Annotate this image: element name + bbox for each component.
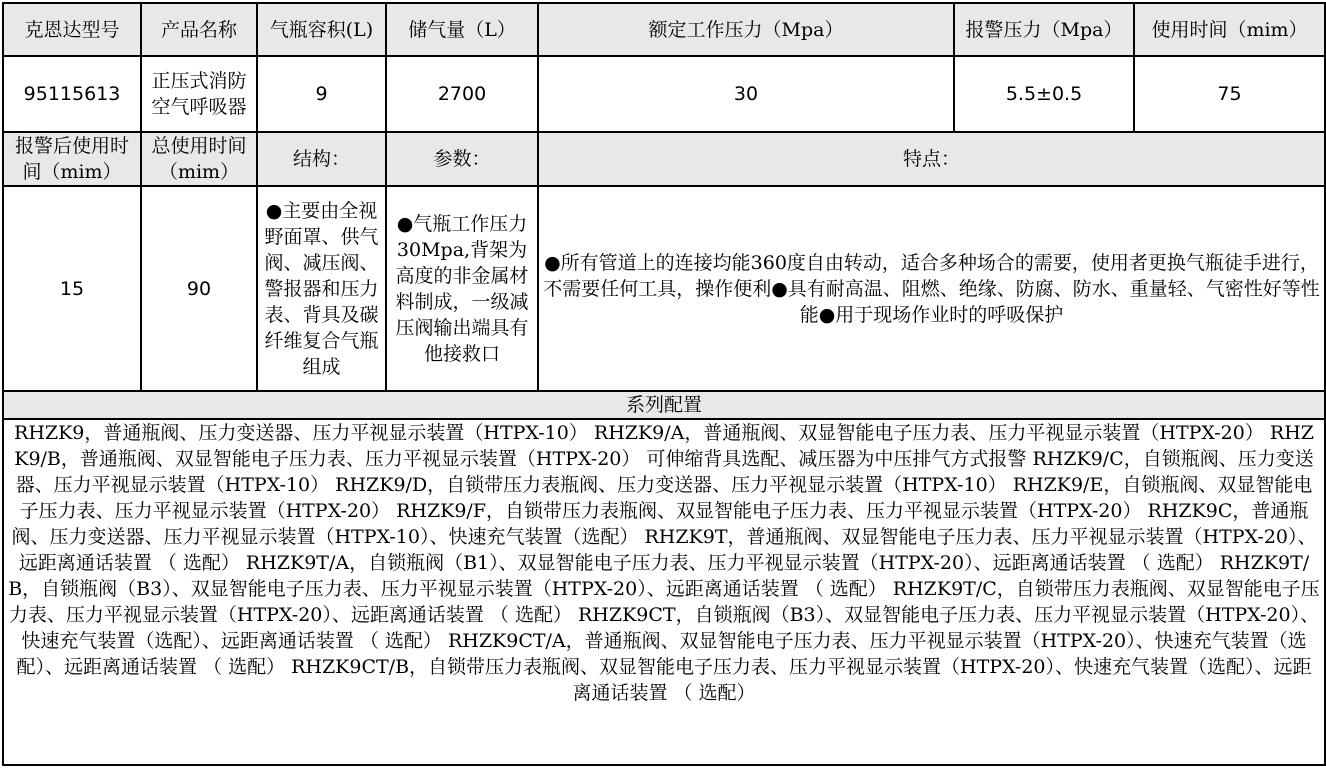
header-params: 参数： <box>386 132 538 186</box>
product-spec-table <box>2 2 1326 766</box>
value-structure: ●主要由全视野面罩、供气阀、减压阀、警报器和压力表、背具及碳纤维复合气瓶组成 <box>257 186 386 391</box>
value-alarm-pressure: 5.5±0.5 <box>954 56 1134 132</box>
header-model: 克恩达型号 <box>3 3 141 56</box>
value-features: ●所有管道上的连接均能360度自由转动，适合多种场合的需要，使用者更换气瓶徒手进行，不需要任何工具，操作便利●具有耐高温、阻燃、绝缘、防腐、防水、重量轻、气密性好等性能●用于现场作业时的呼吸保护 <box>538 186 1325 391</box>
header-cylinder-volume: 气瓶容积(L) <box>257 3 386 56</box>
header-use-time: 使用时间（mim） <box>1134 3 1325 56</box>
header-after-alarm-time: 报警后使用时间（mim） <box>3 132 141 186</box>
series-config-row <box>3 419 1325 765</box>
header-row <box>3 3 1325 56</box>
detail-row <box>3 186 1325 391</box>
value-row <box>3 56 1325 132</box>
value-product-name: 正压式消防空气呼吸器 <box>141 56 257 132</box>
value-cylinder-volume: 9 <box>257 56 386 132</box>
header-alarm-pressure: 报警压力（Mpa） <box>954 3 1134 56</box>
header-rated-pressure: 额定工作压力（Mpa） <box>538 3 954 56</box>
header-structure: 结构： <box>257 132 386 186</box>
value-use-time: 75 <box>1134 56 1325 132</box>
value-total-time: 90 <box>141 186 257 391</box>
header-features: 特点： <box>538 132 1325 186</box>
series-config-text: RHZK9，普通瓶阀、压力变送器、压力平视显示装置（HTPX-10） RHZK9/A，普通瓶阀、双显智能电子压力表、压力平视显示装置（HTPX-20） RHZK9/B，普通瓶阀、双显智能电子压力表、压力平视显示装置（HTPX-20） 可伸缩背具选配、减压器为中压排气方式报警 RHZK9/C，自锁瓶阀、压力变送器、压力平视显示装置（HTPX-10） RHZK9/D，自锁带压力表瓶阀、压力变送器、压力平视显示装置（HTPX-10） RHZK9/E，自锁瓶阀、双显智能电子压力表、压力平视显示装置（HTPX-20） RHZK9/F，自锁带压力表瓶阀、双显智能电子压力表、压力平视显示装置（HTPX-20） RHZK9C，普通瓶阀、压力变送器、压力平视显示装置（HTPX-10）、快速充气装置（选配） RHZK9T，普通瓶阀、双显智能电子压力表、压力平视显示装置（HTPX-20）、远距离通话装置 （ 选配） RHZK9T/A，自锁瓶阀（B1）、双显智能电子压力表、压力平视显示装置（HTPX-20）、远距离通话装置 （ 选配） RHZK9T/B，自锁瓶阀（B3）、双显智能电子压力表、压力平视显示装置（HTPX-20）、远距离通话装置 （ 选配） RHZK9T/C，自锁带压力表瓶阀、双显智能电子压力表、压力平视显示装置（HTPX-20）、远距离通话装置 （ 选配） RHZK9CT，自锁瓶阀（B3）、双显智能电子压力表、压力平视显示装置（HTPX-20）、快速充气装置（选配）、远距离通话装置 （ 选配） RHZK9CT/A，普通瓶阀、双显智能电子压力表、压力平视显示装置（HTPX-20）、快速充气装置（选配）、远距离通话装置 （ 选配） RHZK9CT/B，自锁带压力表瓶阀、双显智能电子压力表、压力平视显示装置（HTPX-20）、快速充气装置（选配）、远距离通话装置 （ 选配） <box>3 419 1325 765</box>
header-total-time: 总使用时间（mim） <box>141 132 257 186</box>
value-after-alarm-time: 15 <box>3 186 141 391</box>
series-title: 系列配置 <box>3 391 1325 419</box>
series-title-row <box>3 391 1325 419</box>
value-params: ●气瓶工作压力30Mpa,背架为高度的非金属材料制成，一级减压阀输出端具有他接救口 <box>386 186 538 391</box>
header-product-name: 产品名称 <box>141 3 257 56</box>
value-rated-pressure: 30 <box>538 56 954 132</box>
header-row-2 <box>3 132 1325 186</box>
value-storage: 2700 <box>386 56 538 132</box>
value-model: 95115613 <box>3 56 141 132</box>
header-storage: 储气量（L） <box>386 3 538 56</box>
